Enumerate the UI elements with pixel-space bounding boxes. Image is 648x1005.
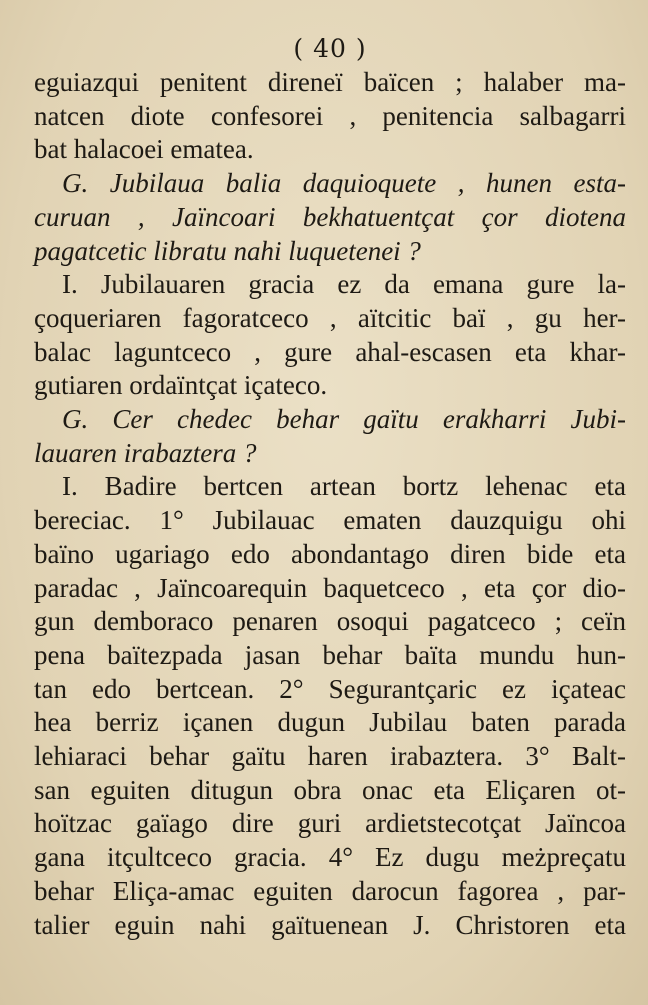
- question-line: lauaren irabaztera ?: [34, 437, 257, 468]
- text-line: hoïtzac gaïago dire guri ardietstecotçat Jaïncoa: [34, 808, 626, 839]
- question-line: G. Cer chedec behar gaïtu erakharri Jubi-: [62, 404, 626, 435]
- text-line: lehiaraci behar gaïtu haren irabaztera. 3° Balt-: [34, 741, 626, 772]
- text-line: hea berriz içanen dugun Jubilau baten parada: [34, 707, 626, 738]
- text-line: paradac , Jaïncoarequin baquetceco , eta çor dio-: [34, 572, 626, 603]
- question-line: G. Jubilaua balia daquioquete , hunen esta-: [62, 168, 626, 199]
- text-line: natcen diote confesorei , penitencia salbagarri: [34, 100, 626, 131]
- text-line: san eguiten ditugun obra onac eta Eliçaren ot-: [34, 774, 626, 805]
- text-line: I. Badire bertcen artean bortz lehenac eta: [62, 471, 626, 502]
- text-line: baïno ugariago edo abondantago diren bide eta: [34, 538, 626, 569]
- page-number: ( 40 ): [293, 34, 367, 63]
- text-line: talier eguin nahi gaïtuenean J. Christoren eta: [34, 909, 626, 940]
- page-body: [34, 66, 626, 942]
- text-line: gana itçultceco gracia. 4° Ez dugu meżpreçatu: [34, 842, 626, 873]
- text-line: gun demboraco penaren osoqui pagatceco ; ceïn: [34, 606, 626, 637]
- question-line: curuan , Jaïncoari bekhatuentçat çor diotena: [34, 201, 626, 232]
- text-line: eguiazqui penitent direneï baïcen ; halaber ma-: [34, 67, 626, 97]
- text-line: bat halacoei ematea.: [34, 134, 254, 165]
- text-line: pena baïtezpada jasan behar baïta mundu hun-: [34, 639, 626, 670]
- question-line: pagatcetic libratu nahi luquetenei ?: [34, 235, 421, 266]
- text-line: behar Eliça-amac eguiten darocun fagorea , par-: [34, 875, 626, 906]
- text-line: bereciac. 1° Jubilauac ematen dauzquigu ohi: [34, 505, 626, 536]
- text-line: gutiaren ordaïntçat içateco.: [34, 370, 328, 401]
- text-line: tan edo bertcean. 2° Segurantçaric ez içateac: [34, 673, 626, 704]
- text-line: I. Jubilauaren gracia ez da emana gure la-: [62, 269, 626, 300]
- text-line: balac laguntceco , gure ahal-escasen eta khar-: [34, 336, 626, 367]
- text-line: çoqueriaren fagoratceco , aïtcitic baï , gu her-: [34, 302, 626, 333]
